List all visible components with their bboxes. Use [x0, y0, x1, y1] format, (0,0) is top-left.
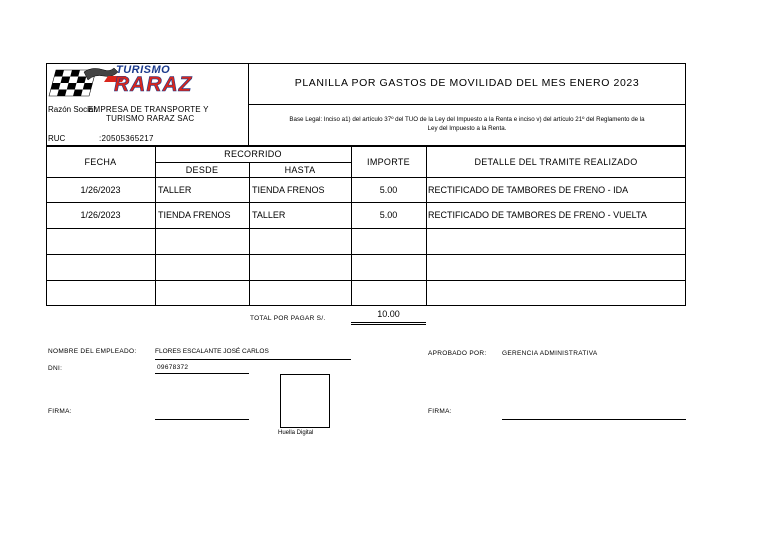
- header-importe: IMPORTE: [367, 156, 410, 167]
- row-2-hasta: TALLER: [252, 210, 286, 220]
- razon-social-label: Razón Social:: [48, 105, 98, 114]
- row-5-fecha: [46, 280, 155, 306]
- header-fecha: FECHA: [84, 156, 117, 167]
- dni-value: 09678372: [157, 364, 189, 371]
- aprobado-value: GERENCIA ADMINISTRATIVA: [502, 350, 598, 357]
- logo-text-raraz: RARAZ: [114, 73, 193, 96]
- razon-social-value-1: EMPRESA DE TRANSPORTE Y: [88, 105, 209, 114]
- row-3-fecha: [46, 228, 155, 254]
- huella-label: Huella Digital: [278, 430, 314, 436]
- row-1-desde: TALLER: [158, 184, 192, 195]
- firma-line-right: [502, 419, 686, 420]
- total-label: TOTAL POR PAGAR S/.: [250, 315, 326, 322]
- row-1-fecha: 1/26/2023: [80, 184, 121, 195]
- base-legal-line-2: Ley del Impuesto a la Renta.: [427, 125, 507, 132]
- header-recorrido: RECORRIDO: [224, 149, 282, 159]
- total-value: 10.00: [377, 309, 400, 319]
- row-2-fecha: 1/26/2023: [80, 210, 121, 220]
- row-2-importe: 5.00: [379, 210, 398, 220]
- row-2-detalle: RECTIFICADO DE TAMBORES DE FRENO - VUELTA: [428, 210, 647, 220]
- header-desde: DESDE: [185, 164, 219, 175]
- ruc-value: :20505365217: [99, 134, 154, 143]
- base-legal-line-1: Base Legal: Inciso a1) del artículo 37º del TUO de la Ley del Impuesto a la Renta e inciso v) del artículo 21º del Reglamento de la: [289, 116, 645, 123]
- ruc-label: RUC: [48, 134, 66, 143]
- logo-text-turismo: TURISMO: [116, 64, 171, 76]
- firma-label-right: FIRMA:: [428, 408, 452, 415]
- empleado-label: NOMBRE DEL EMPLEADO:: [48, 348, 137, 355]
- dni-label: DNI:: [48, 365, 63, 372]
- header-hasta: HASTA: [284, 164, 316, 175]
- aprobado-label: APROBADO POR:: [428, 350, 487, 357]
- huella-box: [280, 374, 330, 428]
- row-1-importe: 5.00: [379, 184, 398, 195]
- row-1-detalle: RECTIFICADO DE TAMBORES DE FRENO - IDA: [428, 184, 629, 195]
- row-1-hasta: TIENDA FRENOS: [252, 184, 325, 195]
- title-divider: [248, 104, 686, 105]
- header-detalle: DETALLE DEL TRAMITE REALIZADO: [474, 156, 638, 167]
- empleado-value: FLORES ESCALANTE JOSÉ CARLOS: [155, 348, 269, 355]
- firma-label-left: FIRMA:: [48, 408, 72, 415]
- row-4-fecha: [46, 254, 155, 280]
- page-title: PLANILLA POR GASTOS DE MOVILIDAD DEL MES ENERO 2023: [294, 77, 640, 89]
- razon-social-value-2: TURISMO RARAZ SAC: [106, 114, 195, 123]
- row-2-desde: TIENDA FRENOS: [158, 210, 231, 220]
- firma-line-left: [155, 419, 249, 420]
